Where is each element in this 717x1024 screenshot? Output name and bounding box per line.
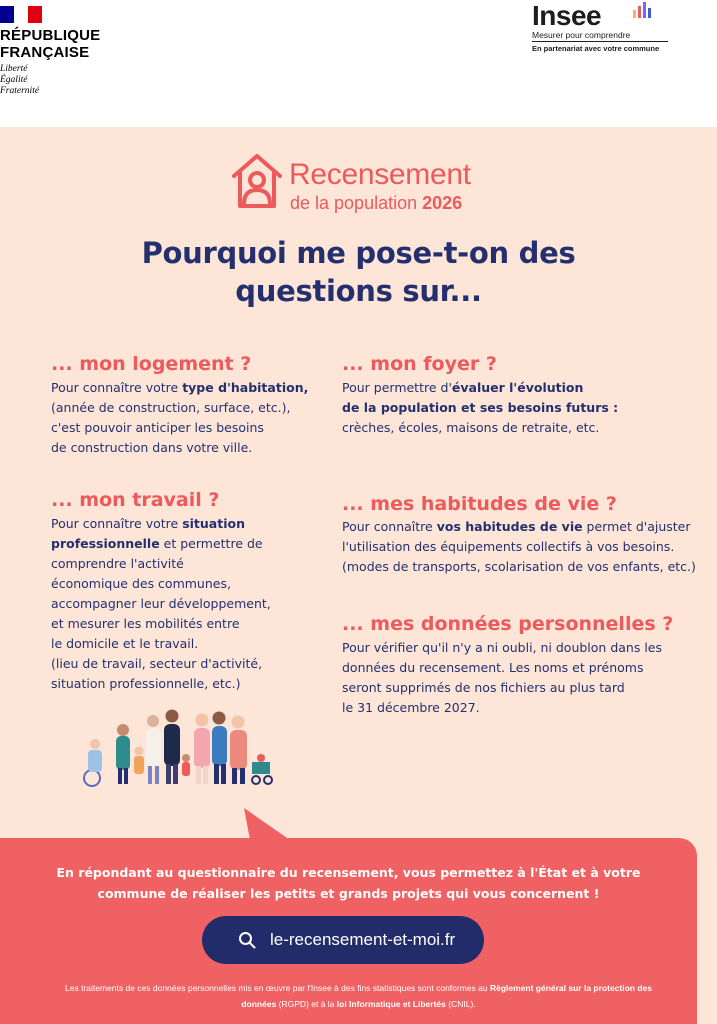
legal-text: (RGPD) et à la bbox=[276, 999, 337, 1009]
foyer-text-part: crèches, écoles, maisons de retraite, etc. bbox=[342, 420, 600, 435]
travail-text-part: et permettre de comprendre l'activité économique des communes, accompagner leur développement, et mesurer les mobilités entre le domicile et le travail. (lieu de travail, secteur d'activité, situation professionnelle, etc.) bbox=[51, 536, 271, 691]
foyer-text-part: Pour permettre d' bbox=[342, 380, 452, 395]
insee-partner-text: En partenariat avec votre commune bbox=[532, 44, 660, 53]
call-to-action-text: En répondant au questionnaire du recensement, vous permettez à l'État et à votre commune de réaliser les petits et grands projets qui vous concernent ! bbox=[56, 865, 641, 901]
logement-text bbox=[51, 378, 308, 458]
logement-title: ... mon logement ? bbox=[51, 353, 252, 375]
habitudes-text-part: Pour connaître bbox=[342, 519, 437, 534]
foyer-text-bold: évaluer l'évolution de la population et ses besoins futurs : bbox=[342, 380, 619, 415]
legal-text: (CNIL). bbox=[445, 999, 476, 1009]
website-url: le-recensement-et-moi.fr bbox=[270, 930, 456, 949]
logement-text-part: Pour connaître votre bbox=[51, 380, 183, 395]
logement-text-bold: type d'habitation, bbox=[182, 380, 309, 395]
house-person-icon bbox=[230, 150, 284, 212]
foyer-text bbox=[342, 378, 618, 438]
main-headline: Pourquoi me pose-t-on des questions sur... bbox=[141, 236, 576, 308]
republique-francaise-title: RÉPUBLIQUE FRANÇAISE bbox=[0, 27, 101, 61]
people-illustration bbox=[80, 706, 280, 788]
habitudes-text-part: permet d'ajuster l'utilisation des équipements collectifs à vos besoins. (modes de transports, scolarisation de vos enfants, etc.) bbox=[342, 519, 696, 574]
habitudes-title: ... mes habitudes de vie ? bbox=[342, 493, 617, 515]
donnees-text: Pour vérifier qu'il n'y a ni oubli, ni doublon dans les données du recensement. Les noms et prénoms seront supprimés de nos fichiers au plus tard le 31 décembre 2027. bbox=[342, 640, 662, 715]
legal-text: Les traitements de ces données personnelles mis en œuvre par l'Insee à des fins statistiques sont conformes au bbox=[65, 983, 490, 993]
republique-motto: Liberté Égalité Fraternité bbox=[0, 64, 40, 96]
marianne-flag-icon bbox=[0, 6, 42, 23]
legal-notice bbox=[60, 980, 657, 1012]
insee-logo: Insee bbox=[532, 0, 602, 31]
top-header bbox=[0, 0, 717, 127]
legal-rgpd: Règlement général sur la protection des données bbox=[241, 983, 652, 1009]
donnees-title: ... mes données personnelles ? bbox=[342, 613, 674, 635]
travail-text-part: Pour connaître votre bbox=[51, 516, 183, 531]
search-icon bbox=[238, 931, 256, 949]
travail-text-bold: situation professionnelle bbox=[51, 516, 245, 551]
legal-loi: loi Informatique et Libertés bbox=[336, 999, 446, 1009]
recensement-subtitle bbox=[290, 192, 462, 214]
habitudes-text-bold: vos habitudes de vie bbox=[436, 519, 583, 534]
travail-title: ... mon travail ? bbox=[51, 489, 220, 511]
insee-divider bbox=[532, 41, 668, 42]
logement-text-part: (année de construction, surface, etc.), c'est pouvoir anticiper les besoins de construction dans votre ville. bbox=[51, 400, 291, 455]
foyer-title: ... mon foyer ? bbox=[342, 353, 497, 375]
recensement-title: Recensement bbox=[289, 158, 471, 191]
recensement-subtitle-prefix: de la population bbox=[290, 193, 418, 213]
habitudes-text bbox=[342, 517, 696, 577]
insee-bars-icon bbox=[633, 2, 651, 18]
travail-text bbox=[51, 514, 271, 694]
recensement-year: 2026 bbox=[422, 193, 463, 213]
website-link-button[interactable] bbox=[202, 916, 484, 964]
insee-tagline: Mesurer pour comprendre bbox=[532, 30, 631, 40]
